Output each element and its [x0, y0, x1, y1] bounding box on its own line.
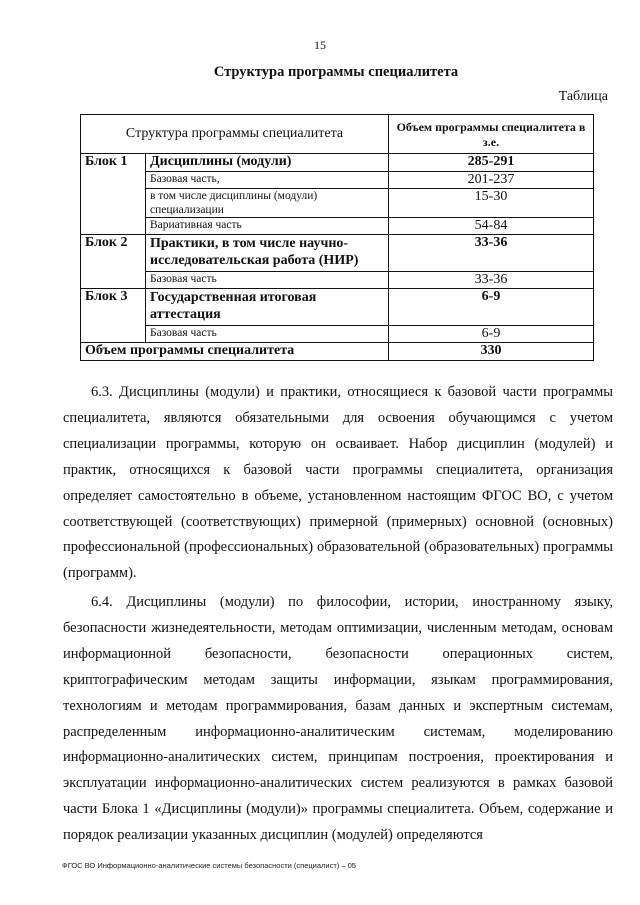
total-label: Объем программы специалитета [81, 343, 389, 361]
row-label: Вариативная часть [146, 218, 389, 235]
table-row [81, 172, 594, 189]
table-total-row [81, 343, 594, 361]
block-label: Блок 2 [81, 235, 146, 289]
footer-text: ФГОС ВО Информационно-аналитические системы безопасности (специалист) – 05 [62, 861, 356, 870]
block-label: Блок 3 [81, 289, 146, 343]
total-value: 330 [389, 343, 594, 361]
header-volume: Объем программы специалитета в з.е. [389, 115, 594, 154]
row-value: 33-36 [389, 235, 594, 272]
row-label: Базовая часть [146, 272, 389, 289]
table-header-row [81, 115, 594, 154]
table-row [81, 326, 594, 343]
table-caption: Таблица [558, 89, 608, 104]
table-row [81, 154, 594, 172]
header-structure: Структура программы специалитета [81, 115, 389, 154]
table-row [81, 189, 594, 218]
block-label: Блок 1 [81, 154, 146, 235]
paragraph-text: 6.3. Дисциплины (модули) и практики, относящиеся к базовой части программы специалитета, являются обязательными для освоения обучающимся с учетом специализации программы, которую он осваивает. Набор дисциплин (модулей) и практик, относящихся к базовой части программы специалитета, организация определяет самостоятельно в объеме, установленном настоящим ФГОС ВО, с учетом соответствующей (соответствующих) примерной (примерных) основной (основных) профессиональной (профессиональных) образовательной (образовательных) программы (программ). [63, 384, 613, 582]
table-row [81, 218, 594, 235]
paragraph-text: 6.4. Дисциплины (модули) по философии, истории, иностранному языку, безопасности жизнедеятельности, методам оптимизации, численным методам, основам информационной безопасности, безопасности операционных систем, криптографическим методам защиты информации, языкам программирования, технологиям и методам программирования, базам данных и экспертным системам, распределенным информационно-аналитическим системам, моделированию информационно-аналитических систем, принципам построения, проектирования и эксплуатации информационно-аналитических систем реализуются в рамках базовой части Блока 1 «Дисциплины (модули)» программы специалитета. Объем, содержание и порядок реализации указанных дисциплин (модулей) определяются [63, 594, 613, 844]
row-value: 54-84 [389, 218, 594, 235]
paragraph-6-4 [63, 590, 613, 849]
row-label: Государственная итоговая аттестация [146, 289, 389, 326]
row-value: 15-30 [389, 189, 594, 218]
row-label: Практики, в том числе научно-исследовательская работа (НИР) [146, 235, 389, 272]
row-value: 201-237 [389, 172, 594, 189]
row-label: Дисциплины (модули) [146, 154, 389, 172]
row-label: Базовая часть, [146, 172, 389, 189]
row-label: Базовая часть [146, 326, 389, 343]
page-number: 15 [314, 38, 326, 52]
program-structure-table [80, 114, 594, 361]
document-title: Структура программы специалитета [213, 64, 459, 80]
row-value: 6-9 [389, 289, 594, 326]
row-value: 285-291 [389, 154, 594, 172]
table-row [81, 289, 594, 326]
row-value: 6-9 [389, 326, 594, 343]
table-row [81, 272, 594, 289]
row-label: в том числе дисциплины (модули) специализации [146, 189, 389, 218]
paragraph-6-3 [63, 380, 613, 587]
row-value: 33-36 [389, 272, 594, 289]
table-row [81, 235, 594, 272]
